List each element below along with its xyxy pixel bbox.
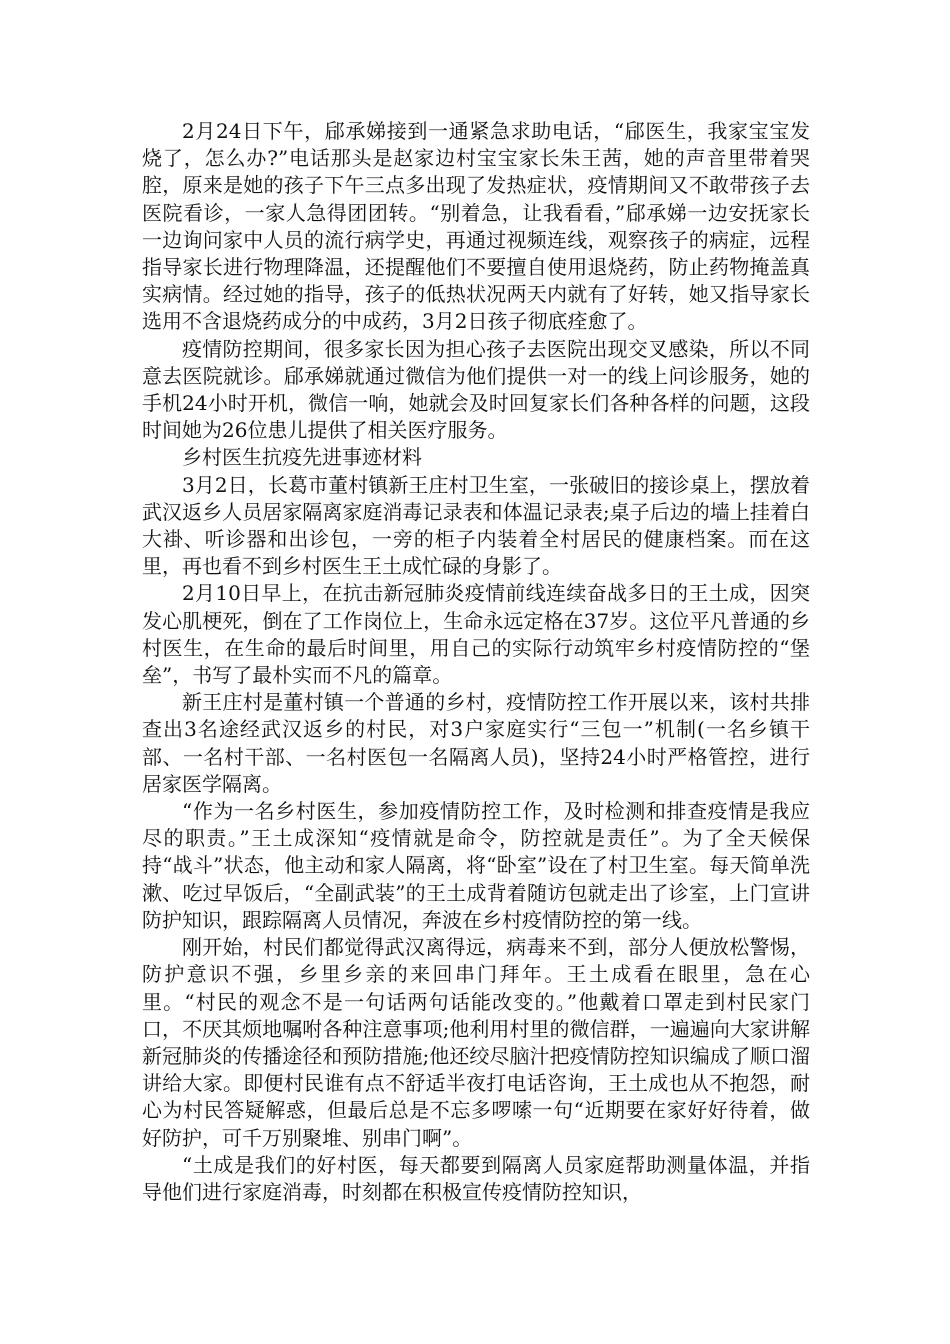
paragraph-village-quarantine: 新王庄村是董村镇一个普通的乡村，疫情防控工作开展以来，该村共排查出3名途经武汉返乡的村民，对3户家庭实行“三包一”机制(一名乡镇干部、一名村干部、一名村医包一名隔离人员)，坚持24小时严格管控，进行居家医学隔离。 [142, 690, 810, 796]
paragraph-doctor-duty: “作为一名乡村医生，参加疫情防控工作，及时检测和排查疫情是我应尽的职责。”王土成深知“疫情就是命令，防控就是责任”。为了全天候保持“战斗”状态，他主动和家人隔离，将“卧室”设在了村卫生室。每天简单洗漱、吃过早饭后，“全副武装”的王土成背着随访包就走出了诊室，上门宣讲防护知识，跟踪隔离人员情况，奔波在乡村疫情防控的第一线。 [142, 799, 810, 932]
paragraph-villager-education: 刚开始，村民们都觉得武汉离得远，病毒来不到，部分人便放松警惕，防护意识不强，乡里乡亲的来回串门拜年。王土成看在眼里，急在心里。“村民的观念不是一句话两句话能改变的。”他戴着口罩走到村民家门口，不厌其烦地嘱咐各种注意事项;他利用村里的微信群，一遍遍向大家讲解新冠肺炎的传播途径和预防措施;他还绞尽脑汁把疫情防控知识编成了顺口溜讲给大家。即便村民谁有点不舒适半夜打电话咨询，王土成也从不抱怨，耐心为村民答疑解惑，但最后总是不忘多啰嗦一句“近期要在家好好待着，做好防护，可千万别聚堆、别串门啊”。 [142, 935, 810, 1150]
paragraph-fever-help-call: 2月24日下午，郈承娣接到一通紧急求助电话，“郈医生，我家宝宝发烧了，怎么办?”电话那头是赵家边村宝宝家长朱王茜，她的声音里带着哭腔，原来是她的孩子下午三点多出现了发热症状，疫情期间又不敢带孩子去医院看诊，一家人急得团团转。“别着急，让我看看，”郈承娣一边安抚家长一边询问家中人员的流行病学史，再通过视频连线，观察孩子的病症，远程指导家长进行物理降温，还提醒他们不要擅自使用退烧药，防止药物掩盖真实病情。经过她的指导，孩子的低热状况两天内就有了好转，她又指导家长选用不含退烧药成分的中成药，3月2日孩子彻底痊愈了。 [142, 119, 810, 334]
paragraph-death-on-duty: 2月10日早上，在抗击新冠肺炎疫情前线连续奋战多日的王土成，因突发心肌梗死，倒在了工作岗位上，生命永远定格在37岁。这位平凡普通的乡村医生，在生命的最后时间里，用自己的实际行动筑牢乡村疫情防控的“堡垒”，书写了最朴实而不凡的篇章。 [142, 581, 810, 688]
document-body [142, 118, 810, 1206]
paragraph-online-consultation: 疫情防控期间，很多家长因为担心孩子去医院出现交叉感染，所以不同意去医院就诊。郈承娣就通过微信为他们提供一对一的线上问诊服务，她的手机24小时开机，微信一响，她就会及时回复家长们各种各样的问题，这段时间她为26位患儿提供了相关医疗服务。 [142, 336, 810, 443]
paragraph-villager-quote: “土成是我们的好村医，每天都要到隔离人员家庭帮助测量体温，并指导他们进行家庭消毒，时刻都在积极宣传疫情防控知识， [142, 1152, 810, 1204]
paragraph-clinic-description: 3月2日，长葛市董村镇新王庄村卫生室，一张破旧的接诊桌上，摆放着武汉返乡人员居家隔离家庭消毒记录表和体温记录表;桌子后边的墙上挂着白大褂、听诊器和出诊包，一旁的柜子内装着全村居民的健康档案。而在这里，再也看不到乡村医生王土成忙碌的身影了。 [142, 472, 810, 579]
section-heading: 乡村医生抗疫先进事迹材料 [182, 445, 422, 470]
